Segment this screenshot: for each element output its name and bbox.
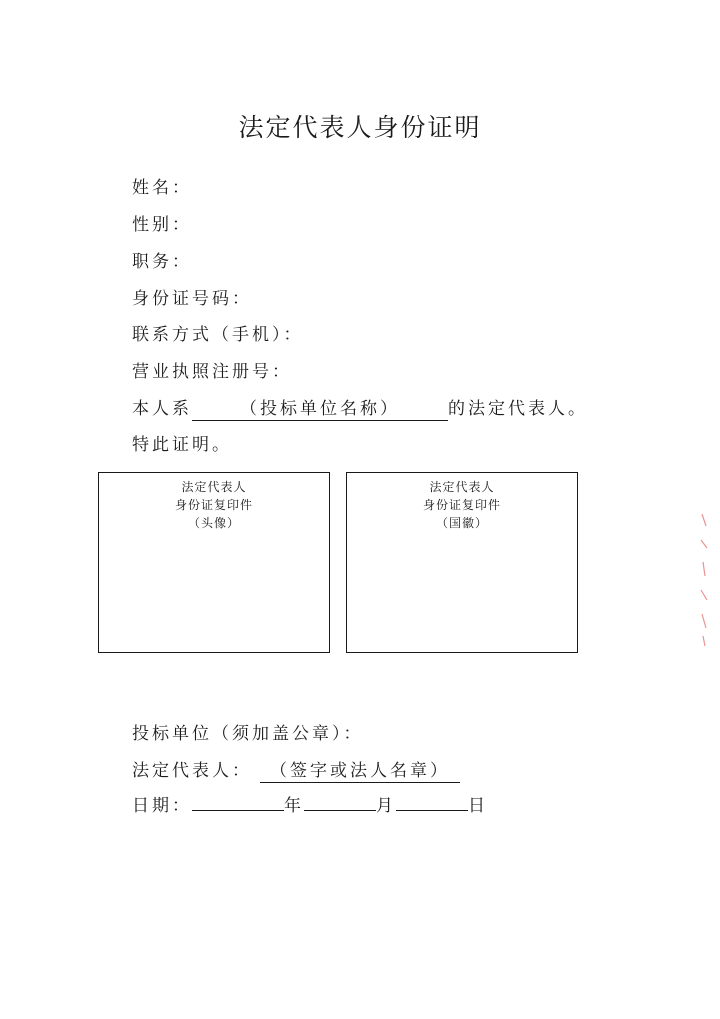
statement-suffix: 的法定代表人。: [448, 399, 588, 419]
representative-line: [132, 759, 460, 783]
position-field: [132, 250, 192, 274]
gender-label: 性别：: [132, 215, 192, 235]
month-label: 月: [376, 796, 396, 816]
box-line-3: （头像）: [187, 516, 240, 530]
margin-stamp-mark: [708, 510, 716, 650]
day-blank[interactable]: [396, 810, 468, 811]
year-label: 年: [284, 796, 304, 816]
box-line-2: 身份证复印件: [174, 498, 253, 512]
box-line-1: 法定代表人: [181, 480, 247, 494]
certify-line: [132, 433, 232, 457]
box-line-3: （国徽）: [435, 516, 488, 530]
date-line: [132, 794, 488, 818]
id-copy-front-box: [98, 472, 330, 653]
bidder-seal-line: [132, 722, 364, 746]
representative-label: 法定代表人：: [132, 761, 252, 781]
name-field: [132, 176, 192, 200]
certify-text: 特此证明。: [132, 435, 232, 455]
day-label: 日: [468, 796, 488, 816]
signature-blank[interactable]: [260, 760, 460, 783]
license-field: [132, 360, 292, 384]
license-label: 营业执照注册号：: [132, 362, 292, 382]
position-label: 职务：: [132, 252, 192, 272]
signature-hint: （签字或法人名章）: [270, 761, 450, 781]
bidder-name-blank[interactable]: [192, 398, 448, 421]
bidder-name-hint: （投标单位名称）: [240, 399, 400, 419]
id-number-label: 身份证号码：: [132, 289, 252, 309]
name-label: 姓名：: [132, 178, 192, 198]
month-blank[interactable]: [304, 810, 376, 811]
id-copy-back-box: [346, 472, 578, 653]
page-title: 法定代表人身份证明: [238, 113, 482, 142]
phone-field: [132, 323, 304, 347]
statement-line: [132, 397, 588, 421]
bidder-seal-label: 投标单位（须加盖公章）：: [132, 724, 364, 744]
id-number-field: [132, 287, 252, 311]
stamp-edge-icon: [700, 510, 708, 650]
year-blank[interactable]: [192, 810, 284, 811]
statement-prefix: 本人系: [132, 399, 192, 419]
box-line-1: 法定代表人: [429, 480, 495, 494]
phone-label: 联系方式（手机）：: [132, 325, 304, 345]
box-line-2: 身份证复印件: [422, 498, 501, 512]
gender-field: [132, 213, 192, 237]
date-label: 日期：: [132, 796, 192, 816]
